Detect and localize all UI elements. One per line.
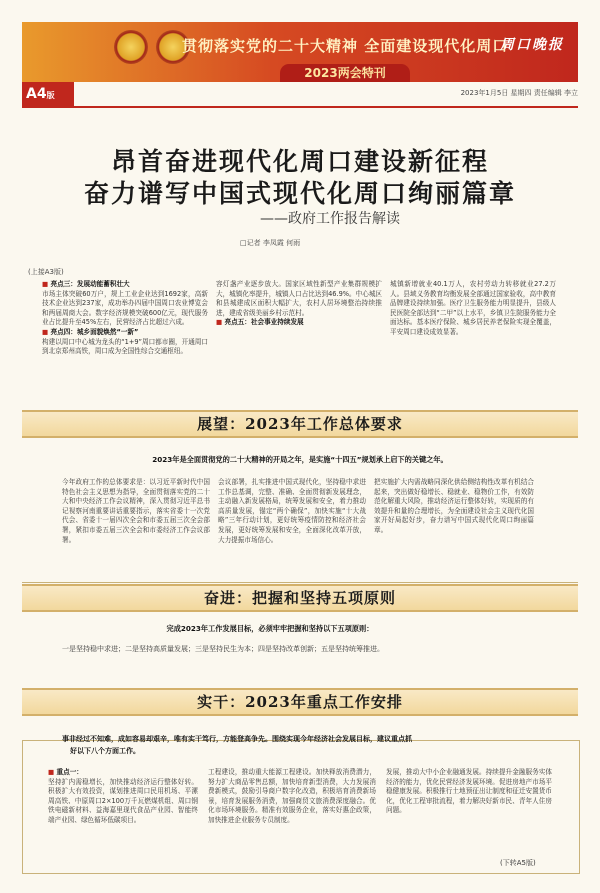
key-work-column-1 <box>48 768 198 868</box>
requirements-column-1 <box>62 478 210 566</box>
key-point-text: 工程建设，推动重大能源工程建设。加快释放消费潜力，努力扩大商品零售总额，加快培育新型消费，大力发展消费新模式，鼓励引导商户数字化改造，积极培育消费新场景，培育发展服务消费，加强商贸文旅消费深度融合。优化市场环境服务。精准有效服务企业，落实好惠企政策，加快推进企业服务专员制度。 <box>208 768 376 824</box>
key-work-lead: 好以下八个方面工作。 <box>70 747 140 755</box>
section-heading-key-work: 实干：2023年重点工作安排 <box>22 688 578 716</box>
requirements-column-2 <box>218 478 366 566</box>
newspaper-logo: 周口晚报 <box>500 37 564 53</box>
key-point-heading: ■ 重点一： <box>48 768 198 778</box>
key-work-column-3 <box>386 768 552 856</box>
key-point-text: 发展，推动大中小企业融通发展。持续提升金融服务实体经济的能力，优化民营经济发展环境。促进房地产市场平稳健康发展。积极推行土地预征出让制度和征迁安置货币化，优化工程审批流程，着力解决好新市民、青年人住房问题。 <box>386 768 552 815</box>
intro-column-3 <box>390 280 556 380</box>
key-point-text: 坚持扩内需稳增长，加快推动经济运行整体好转。积极扩大有效投资，谋划推进周口民用机场、平漯周高铁、中原周口2×100万千瓦燃煤机组、周口钢铁电磁新材料、益海嘉里现代食品产业园、智能终端产业园、绿色循环低碳项目。 <box>48 777 198 824</box>
highlight-text: 市场主体突破60万户，规上工业企业达到1692家，高新技术企业达到237家，成功举办四届中国周口农业博览会和两届周商大会。数字经济规模突破600亿元，现代服务业占比提升至45%左右，民营经济占比超过六成。 <box>42 289 208 327</box>
intro-column-1 <box>42 280 208 380</box>
key-work-lead: 事非经过不知难，成如容易却艰辛，唯有实干笃行，方能登高争先。围绕实现今年经济社会发展目标，建议重点抓 <box>62 735 412 743</box>
highlight-text: 城镇新增就业40.1万人，农村劳动力转移就业27.2万人。县域义务教育均衡发展全部通过国家验收，高中教育品牌建设持续加强。医疗卫生服务能力明显提升，县级人民医院全部达到“二甲”以上水平，乡镇卫生院服务能力全面达标。基本医疗保险、城乡居民养老保险实现全覆盖，平安周口建设成效显著。 <box>390 280 556 336</box>
continued-from: (上接A3版) <box>28 268 64 276</box>
highlight-heading: ■ 亮点四：城乡面貌焕然“一新” <box>42 328 208 338</box>
highlight-text: 构建以周口中心城为龙头的“1+9”周口都市圈，开通周口到北京郑州高铁，周口成为全国性综合交通枢纽。 <box>42 337 208 356</box>
special-edition-label: 2023两会特刊 <box>280 64 410 82</box>
headline-subtitle: ——政府工作报告解读 <box>260 211 400 227</box>
masthead-banner <box>22 22 578 82</box>
highlight-heading: ■ 亮点三：发展动能蓄积壮大 <box>42 280 208 290</box>
section-lead: 2023年是全面贯彻党的二十大精神的开局之年，是实施“十四五”规划承上启下的关键之年。 <box>152 455 448 464</box>
header-rule <box>22 106 578 108</box>
section-heading-principles: 奋进：把握和坚持五项原则 <box>22 584 578 612</box>
reporter-byline: □记者 李凤霞 何雨 <box>240 239 301 247</box>
dateline: 2023年1月5日 星期四 责任编辑 李立 <box>460 89 578 97</box>
section-divider <box>22 582 578 583</box>
requirements-text: 会议部署，扎实推进中国式现代化，坚持稳中求进工作总基调，完整、准确、全面贯彻新发展理念，主动融入新发展格局，统筹发展和安全，着力推动高质量发展，锚定“两个确保”，加快实施“十大战略”三年行动计划，更好统筹疫情防控和经济社会发展，更好统筹发展和安全，全面深化改革开放，大力提振市场信心。 <box>218 478 366 544</box>
requirements-text: 把实施扩大内需战略同深化供给侧结构性改革有机结合起来，突出做好稳增长、稳就业、稳物价工作，有效防范化解重大风险，推动经济运行整体好转，实现质的有效提升和量的合理增长，为全面建设社会主义现代化国家开好局起好步，奋力谱写中国式现代化周口绚丽篇章。 <box>374 478 534 534</box>
key-work-column-2 <box>208 768 376 868</box>
national-emblem-icon <box>114 30 148 64</box>
intro-column-2 <box>216 280 382 380</box>
highlight-text: 容灯盏产业逐步放大。国家区域性新型产业集群规模扩大，城镇化率提升，城镇人口占比达到46.9%。中心城区和县城建成区面积大幅扩大，农村人居环境整治持续推进，建成省级美丽乡村示范村。 <box>216 280 382 317</box>
headline-line-1: 昂首奋进现代化周口建设新征程 <box>110 147 489 176</box>
section-heading-outlook: 展望：2023年工作总体要求 <box>22 410 578 438</box>
page-number: A4版 <box>22 82 74 106</box>
banner-slogan: 贯彻落实党的二十大精神 全面建设现代化周口 <box>182 37 509 55</box>
highlight-heading: ■ 亮点五：社会事业持续发展 <box>216 318 382 328</box>
requirements-text: 今年政府工作的总体要求是：以习近平新时代中国特色社会主义思想为指导，全面贯彻落实党的二十大和中央经济工作会议精神，深入贯彻习近平总书记视察河南重要讲话重要指示，落实省委十一次党代会、省委十一届四次全会和市委五届三次全会部署，紧扣市委五届三次全会和市委经济工作会议部署。 <box>62 478 210 544</box>
requirements-column-3 <box>374 478 534 566</box>
principles-text: 一是坚持稳中求进；二是坚持高质量发展；三是坚持民生为本；四是坚持改革创新；五是坚持统筹推进。 <box>62 645 384 653</box>
continued-to: (下转A5版) <box>500 859 536 867</box>
headline-line-2: 奋力谱写中国式现代化周口绚丽篇章 <box>83 179 516 208</box>
section-lead: 完成2023年工作发展目标，必须牢牢把握和坚持以下五项原则： <box>166 624 374 633</box>
